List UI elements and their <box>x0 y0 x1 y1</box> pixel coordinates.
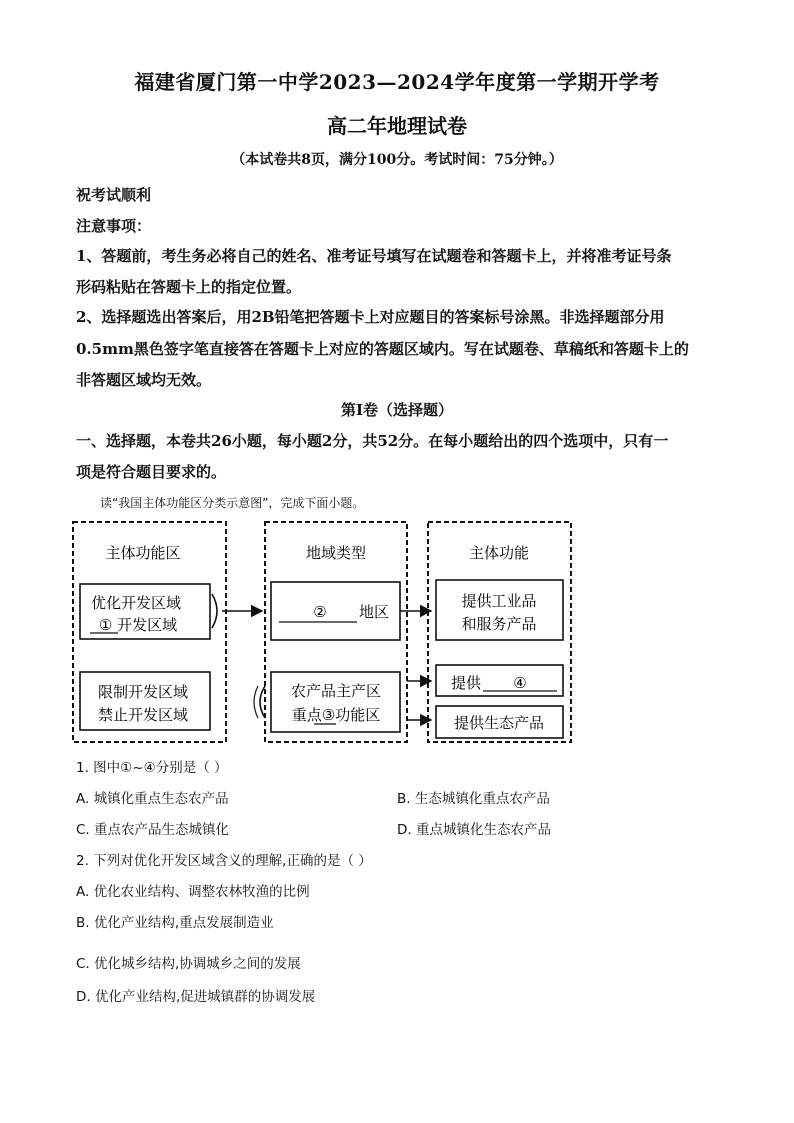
col3-header: 主体功能 <box>468 544 530 562</box>
box-e-line1: 提供工业品 <box>461 592 537 610</box>
figure-caption: 读“我国主体功能区分类示意图”，完成下面小题。 <box>100 496 365 510</box>
box-c-suffix: 地区 <box>358 603 390 621</box>
notice-item-1-line-2: 形码粘贴在答题卡上的指定位置。 <box>76 278 302 296</box>
q1-option-d[interactable]: D. 重点城镇化生态农产品 <box>397 822 551 838</box>
q2-option-a[interactable]: A. 优化农业结构、调整农林牧渔的比例 <box>76 884 310 900</box>
q1-option-c[interactable]: C. 重点农产品生态城镇化 <box>76 822 230 838</box>
exam-subtitle: 高二年地理试卷 <box>327 114 467 138</box>
q1-option-b[interactable]: B. 生态城镇化重点农产品 <box>397 791 550 807</box>
box-e-line2: 和服务产品 <box>461 615 537 633</box>
col2-header: 地域类型 <box>305 544 367 562</box>
section-instruction-line-2: 项是符合题目要求的。 <box>76 463 227 481</box>
notice-item-1-line-1: 1、答题前，考生务必将自己的姓名、准考证号填写在试题卷和答题卡上，并将准考证号条 <box>76 247 672 265</box>
notice-item-2-line-2: 0.5mm黑色签字笔直接答在答题卡上对应的答题区域内。写在试题卷、草稿纸和答题卡上的 <box>76 340 689 358</box>
q2-option-d[interactable]: D. 优化产业结构,促进城镇群的协调发展 <box>76 989 316 1005</box>
q2-option-c[interactable]: C. 优化城乡结构,协调城乡之间的发展 <box>76 956 301 972</box>
q1-option-a[interactable]: A. 城镇化重点生态农产品 <box>76 791 229 807</box>
box-b-line2: 禁止开发区域 <box>97 706 189 724</box>
exam-title: 福建省厦门第一中学2023—2024学年度第一学期开学考 <box>134 70 660 94</box>
q1-stem: 1. 图中①~④分别是（ ） <box>76 760 228 776</box>
greeting: 祝考试顺利 <box>76 186 152 204</box>
notice-item-2-line-1: 2、选择题选出答案后，用2B铅笔把答题卡上对应题目的答案标号涂黑。非选择题部分用 <box>76 308 665 326</box>
notice-title: 注意事项： <box>76 217 152 235</box>
box-b-line1: 限制开发区域 <box>97 683 189 701</box>
section-heading: 第Ⅰ卷（选择题） <box>340 401 454 419</box>
box-a-line2: ① 开发区域 <box>98 616 178 634</box>
notice-item-2-line-3: 非答题区域均无效。 <box>76 371 212 389</box>
section-instruction-line-1: 一、选择题，本卷共26小题，每小题2分，共52分。在每小题给出的四个选项中，只有一 <box>76 432 669 450</box>
box-d-line1: 农产品主产区 <box>290 682 382 700</box>
box-c: ② <box>313 603 327 621</box>
q2-option-b[interactable]: B. 优化产业结构,重点发展制造业 <box>76 915 274 931</box>
box-a-line1: 优化开发区域 <box>90 594 182 612</box>
box-g: 提供生态产品 <box>453 714 545 732</box>
box-d-line2: 重点③功能区 <box>291 706 381 724</box>
box-f-prefix: 提供 <box>450 674 482 692</box>
q2-stem: 2. 下列对优化开发区域含义的理解,正确的是（ ） <box>76 853 372 869</box>
exam-note: （本试卷共8页，满分100分。考试时间：75分钟。） <box>231 152 563 168</box>
col1-header: 主体功能区 <box>105 544 181 562</box>
box-f-blank: ④ <box>513 674 527 692</box>
